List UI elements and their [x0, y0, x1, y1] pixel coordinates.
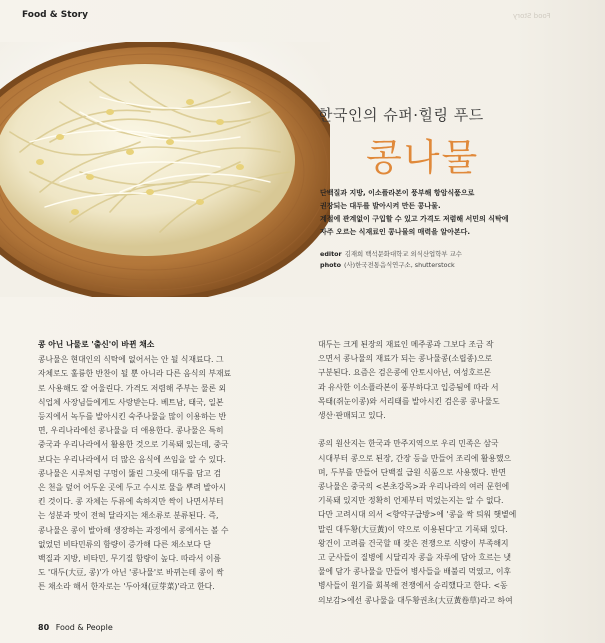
body-line: 시대부터 콩으로 된장, 간장 등을 만들어 조리에 활용했으	[318, 453, 512, 463]
page-number: 80	[38, 623, 50, 632]
editor-label: editor	[320, 250, 342, 258]
body-line: 자체로도 훌륭한 반찬이 될 뿐 아니라 다른 음식의 부재료	[38, 369, 232, 379]
body-line: 은 천을 덮어 어두운 곳에 두고 수시로 물을 뿌려 발아시	[38, 483, 227, 493]
title-kicker: 한국인의 슈퍼·힐링 푸드	[318, 106, 484, 124]
body-column-right	[318, 338, 516, 608]
body-line: 대두는 크게 된장의 재료인 메주콩과 그보다 조금 작	[318, 340, 494, 349]
ghost-section-label: Food Story	[513, 12, 551, 20]
body-line: 왕건이 고려를 건국할 때 잦은 전쟁으로 식량이 부족해지	[318, 538, 509, 548]
body-line: 목태(쥐눈이콩)와 서리태를 발아시킨 검은콩 콩나물도	[318, 396, 500, 406]
body-line: 없었던 비타민류의 함량이 증가해 다른 채소보다 단	[38, 539, 212, 549]
magazine-name: Food & People	[55, 623, 113, 632]
lead-paragraph	[320, 187, 580, 239]
lead-line: 권장되는 대두를 발아시켜 만든 콩나물.	[320, 202, 441, 210]
body-line: 생산·판매되고 있다.	[318, 411, 386, 421]
lead-line: 계절에 관계없이 구입할 수 있고 가격도 저렴해 서민의 식탁에	[320, 215, 509, 223]
photo-source: (사)한국전통음식연구소, shutterstock	[343, 261, 455, 269]
body-line: 과 유사한 이소플라본이 풍부하다고 입증됨에 따라 서	[318, 382, 499, 392]
body-line: 콩나물은 현대인의 식탁에 없어서는 안 될 식재료다. 그	[38, 355, 224, 365]
body-line: 콩나물은 시루처럼 구멍이 뚫린 그릇에 대두를 담고 검	[38, 468, 222, 478]
body-line: 며, 두부를 만들어 단백질 급원 식품으로 사용했다. 반면	[318, 467, 507, 477]
body-line: 으면서 콩나물의 재료가 되는 콩나물콩(소립종)으로	[318, 354, 493, 364]
bean-sprout-basket-photo	[0, 42, 330, 297]
body-line: 콩의 원산지는 한국과 만주지역으로 우리 민족은 삼국	[318, 439, 499, 449]
body-line: 면, 우리나라에선 콩나물을 더 애용한다. 콩나물은 특히	[38, 426, 224, 436]
body-column-left	[38, 338, 231, 595]
body-line: 병사들이 원기를 회복해 전쟁에서 승리했다고 한다. <동	[318, 581, 508, 591]
main-title: 콩나물	[366, 136, 480, 179]
body-line: 말린 대두황(大豆黃)이 약으로 이용된다'고 기록돼 있다.	[318, 524, 508, 534]
page-footer	[38, 623, 113, 632]
body-line: 튼 채소라 해서 한자로는 '두아채(豆芽菜)'라고 한다.	[38, 582, 215, 592]
section-label: Food & Story	[22, 10, 88, 20]
body-line: 로 사용해도 잘 어울린다. 가격도 저렴해 주부는 물론 외	[38, 383, 227, 393]
photo-label: photo	[320, 261, 341, 269]
body-line: 구분된다. 요즘은 검은콩에 안토시아닌, 여성호르몬	[318, 368, 492, 378]
photo-credit	[320, 260, 462, 271]
lead-line: 단백질과 지방, 이소플라본이 풍부해 항암식품으로	[320, 189, 475, 197]
lead-line: 자주 오르는 식재료인 콩나물의 매력을 알아본다.	[320, 228, 471, 236]
editor-name: 김재희 백석문화대학교 외식산업학부 교수	[344, 250, 462, 258]
body-line: 콩나물은 콩이 발아해 생장하는 과정에서 콩에서는 볼 수	[38, 525, 229, 535]
body-line: 의보감>에선 콩나물을 대두황권초(大豆黃卷草)라고 하여	[318, 595, 513, 605]
body-line: 콩나물은 중국의 <본초강목>과 우리나라의 여러 문헌에	[318, 482, 510, 492]
body-line: 기록돼 있지만 정확히 언제부터 먹었는지는 알 수 없다.	[318, 496, 504, 506]
paragraph-gap	[318, 423, 516, 437]
body-line: 고 군사들이 질병에 시달리자 콩을 자루에 담아 흐르는 냇	[318, 553, 512, 563]
body-line: 는 성분과 맛이 전혀 달라지는 채소류로 분류된다. 즉,	[38, 511, 219, 521]
body-line: 중국과 우리나라에서 활용한 것으로 기록돼 있는데, 중국	[38, 440, 229, 450]
body-line: 다만 고려시대 의서 <향약구급방>에 '콩을 싹 틔워 햇볕에	[318, 510, 517, 520]
body-line: 식업체 사장님들에게도 사랑받는다. 베트남, 태국, 일본	[38, 397, 224, 407]
body-line: 킨 것이다. 콩 자체는 두류에 속하지만 싹이 나면서부터	[38, 497, 224, 507]
body-line: 등지에서 녹두를 발아시킨 숙주나물을 많이 이용하는 반	[38, 412, 227, 422]
credits	[320, 249, 462, 271]
section-subhead: 콩 아닌 나물로 '출신'이 바뀐 채소	[38, 340, 155, 349]
body-line: 도 '대두(大豆, 콩)'가 아닌 '콩나물'로 바뀌는데 콩이 싹	[38, 568, 224, 578]
editor-credit	[320, 249, 462, 260]
body-line: 보다는 우리나라에서 더 많은 음식에 쓰임을 알 수 있다.	[38, 454, 227, 464]
body-line: 물에 담가 콩나물을 만들어 병사들을 배불리 먹였고, 이후	[318, 567, 512, 577]
body-line: 백질과 지방, 비타민, 무기질 함량이 높다. 따라서 이름	[38, 554, 221, 564]
